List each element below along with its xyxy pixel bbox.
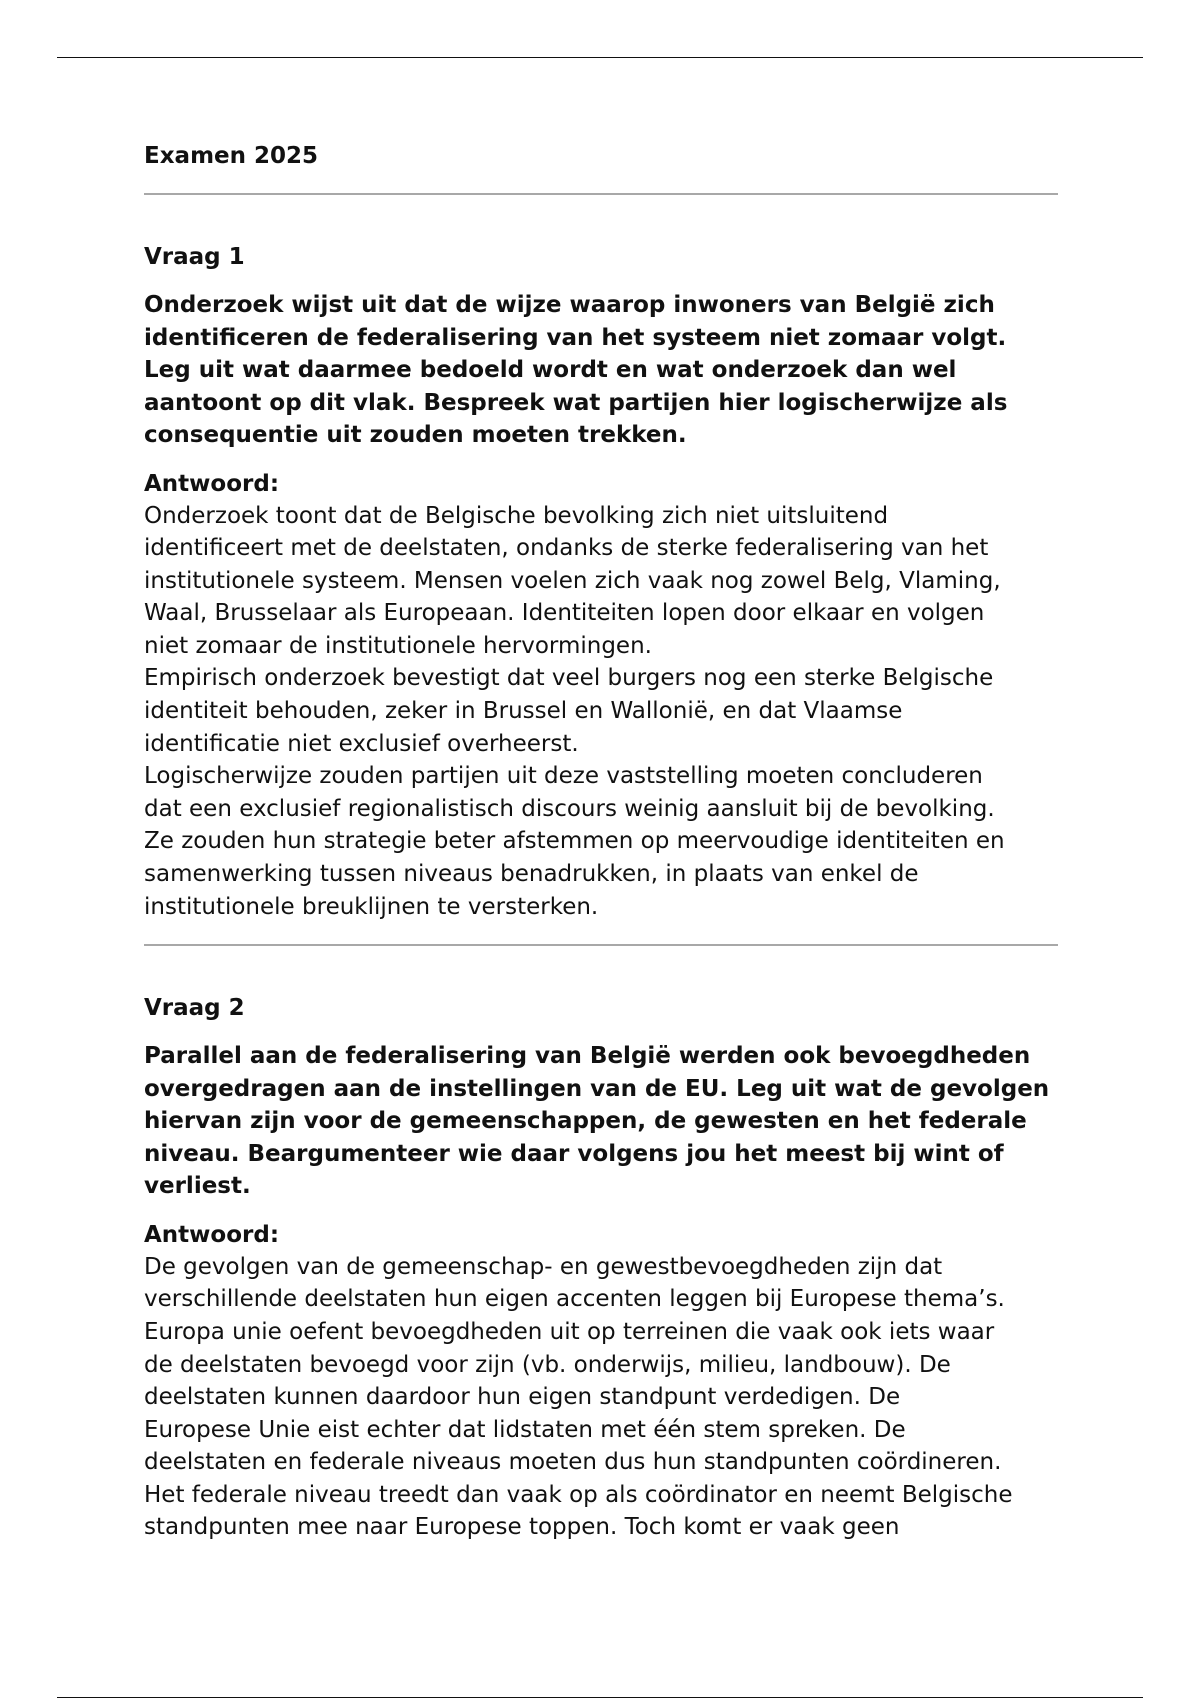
answer-line: standpunten mee naar Europese toppen. Toch komt er vaak geen (144, 1514, 900, 1541)
document-title: Examen 2025 (144, 143, 319, 169)
answer-line: deelstaten en federale niveaus moeten dus hun standpunten coördineren. (144, 1449, 1002, 1476)
answer-line: institutionele breuklijnen te versterken. (144, 893, 599, 920)
page-top-rule (57, 57, 1143, 58)
answer-line: Onderzoek toont dat de Belgische bevolking zich niet uitsluitend (144, 502, 889, 529)
question-text: Onderzoek wijst uit dat de wijze waarop inwoners van België zich identificeren de federalisering van het systeem niet zomaar volgt. Leg uit wat daarmee bedoeld wordt en wat onderzoek dan wel aantoont op dit vlak. Bespreek wat partijen hier logischerwijze als consequentie uit zouden moeten trekken. (144, 292, 1008, 448)
answer-label: Antwoord: (144, 1221, 280, 1248)
answer-body (144, 500, 1058, 924)
answer-line: identificeert met de deelstaten, ondanks de sterke federalisering van het (144, 535, 989, 562)
answer-line: Waal, Brusselaar als Europeaan. Identiteiten lopen door elkaar en volgen (144, 600, 985, 627)
question-section-1 (144, 241, 1058, 923)
answer-line: identiteit behouden, zeker in Brussel en Wallonië, en dat Vlaamse (144, 698, 903, 725)
answer-line: Het federale niveau treedt dan vaak op als coördinator en neemt Belgische (144, 1481, 1013, 1508)
answer-line: deelstaten kunnen daardoor hun eigen standpunt verdedigen. De (144, 1384, 901, 1411)
answer-label: Antwoord: (144, 470, 280, 497)
answer-line: Ze zouden hun strategie beter afstemmen op meervoudige identiteiten en (144, 828, 1005, 855)
answer-line: Logischerwijze zouden partijen uit deze vaststelling moeten concluderen (144, 763, 983, 790)
answer-line: niet zomaar de institutionele hervormingen. (144, 632, 652, 659)
question-text: Parallel aan de federalisering van België werden ook bevoegdheden overgedragen aan de instellingen van de EU. Leg uit wat de gevolgen hiervan zijn voor de gemeenschappen, de gewesten en het federale niveau. Beargumenteer wie daar volgens jou het meest bij wint of verliest. (144, 1043, 1050, 1200)
answer-line: institutionele systeem. Mensen voelen zich vaak nog zowel Belg, Vlaming, (144, 567, 1001, 594)
answer-line: Empirisch onderzoek bevestigt dat veel burgers nog een sterke Belgische (144, 665, 994, 692)
answer-line: verschillende deelstaten hun eigen accenten leggen bij Europese thema’s. (144, 1286, 1005, 1313)
answer-line: De gevolgen van de gemeenschap- en gewestbevoegdheden zijn dat (144, 1253, 943, 1280)
question-label: Vraag 2 (144, 995, 245, 1022)
answer-line: identificatie niet exclusief overheerst. (144, 730, 579, 757)
exam-document (144, 140, 1058, 1544)
answer-body (144, 1251, 1058, 1544)
answer-line: dat een exclusief regionalistisch discours weinig aansluit bij de bevolking. (144, 795, 995, 822)
answer-line: Europa unie oefent bevoegdheden uit op terreinen die vaak ook iets waar (144, 1318, 995, 1345)
page-bottom-rule (57, 1697, 1143, 1698)
answer-line: Europese Unie eist echter dat lidstaten met één stem spreken. De (144, 1416, 906, 1443)
section-divider (144, 944, 1058, 946)
question-section-2 (144, 992, 1058, 1544)
answer-line: samenwerking tussen niveaus benadrukken, in plaats van enkel de (144, 861, 919, 888)
question-label: Vraag 1 (144, 244, 245, 270)
answer-line: de deelstaten bevoegd voor zijn (vb. onderwijs, milieu, landbouw). De (144, 1351, 951, 1378)
section-divider (144, 193, 1058, 195)
